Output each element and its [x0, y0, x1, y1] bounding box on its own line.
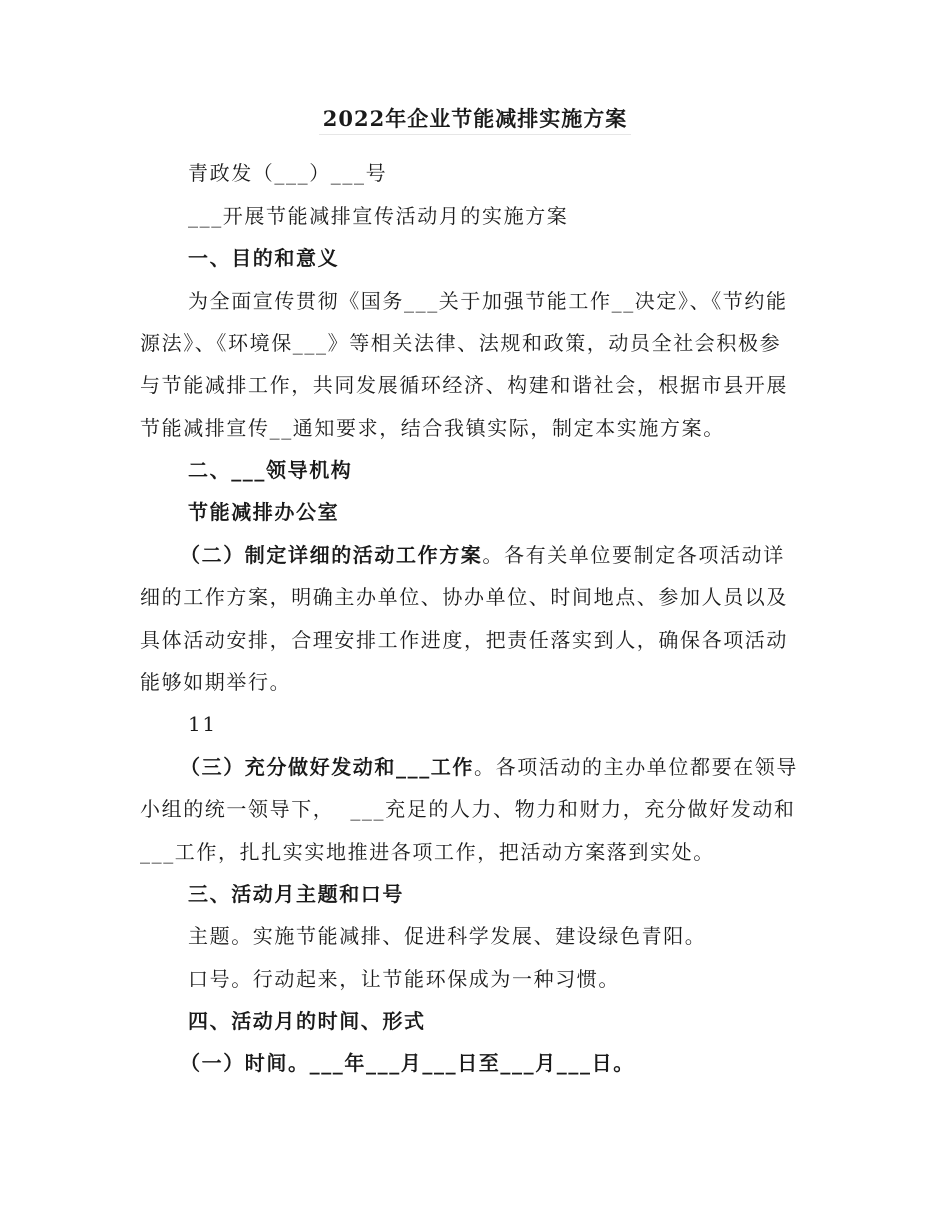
section1-heading: 一、目的和意义: [188, 246, 340, 270]
section4-heading: 四、活动月的时间、形式: [188, 1009, 426, 1033]
item2-line-4: 能够如期举行。: [140, 670, 292, 694]
item2-first-line: [180, 543, 860, 567]
section3-theme: 主题。实施节能减排、促进科学发展、建设绿色青阳。: [188, 924, 707, 948]
item3-first-rest: 。各项活动的主办单位都要在领导: [474, 755, 798, 779]
section1-paragraph-line-4: 节能减排宣传__通知要求，结合我镇实际，制定本实施方案。: [140, 416, 725, 440]
document-title: [0, 106, 950, 135]
section4-time-line: （一）时间。___年___月___日至___月___日。: [180, 1051, 635, 1075]
section1-paragraph-line-2: 源法》、《环境保___》等相关法律、法规和政策，动员全社会积极参: [140, 331, 782, 355]
section3-slogan: 口号。行动起来，让节能环保成为一种习惯。: [188, 967, 620, 991]
item2-label: （二）制定详细的活动工作方案: [180, 543, 483, 567]
item3-first-line: [180, 755, 860, 779]
document-title-text: 2022年企业节能减排实施方案: [319, 106, 631, 135]
item2-line-3: 具体活动安排，合理安排工作进度，把责任落实到人，确保各项活动: [140, 628, 788, 652]
page-number-text: 11: [188, 712, 217, 736]
section1-paragraph-line-1: 为全面宣传贯彻《国务___关于加强节能工作__决定》、《节约能: [188, 289, 788, 313]
item3-line-3: ___工作，扎扎实实地推进各项工作，把活动方案落到实处。: [140, 840, 715, 864]
item2-line-2: 细的工作方案，明确主办单位、协办单位、时间地点、参加人员以及: [140, 585, 788, 609]
section2-heading: 二、___领导机构: [188, 458, 353, 482]
office-name: 节能减排办公室: [188, 500, 340, 524]
item2-first-rest: 。各有关单位要制定各项活动详: [482, 543, 785, 567]
item3-line-2: 小组的统一领导下， ___充足的人力、物力和财力，充分做好发动和: [140, 797, 796, 821]
plan-heading-line: ___开展节能减排宣传活动月的实施方案: [188, 204, 569, 228]
section3-heading: 三、活动月主题和口号: [188, 882, 404, 906]
reference-number: 青政发（___）___号: [188, 161, 388, 185]
item3-label: （三）充分做好发动和___工作: [180, 755, 474, 779]
section1-paragraph-line-3: 与节能减排工作，共同发展循环经济、构建和谐社会，根据市县开展: [140, 373, 788, 397]
